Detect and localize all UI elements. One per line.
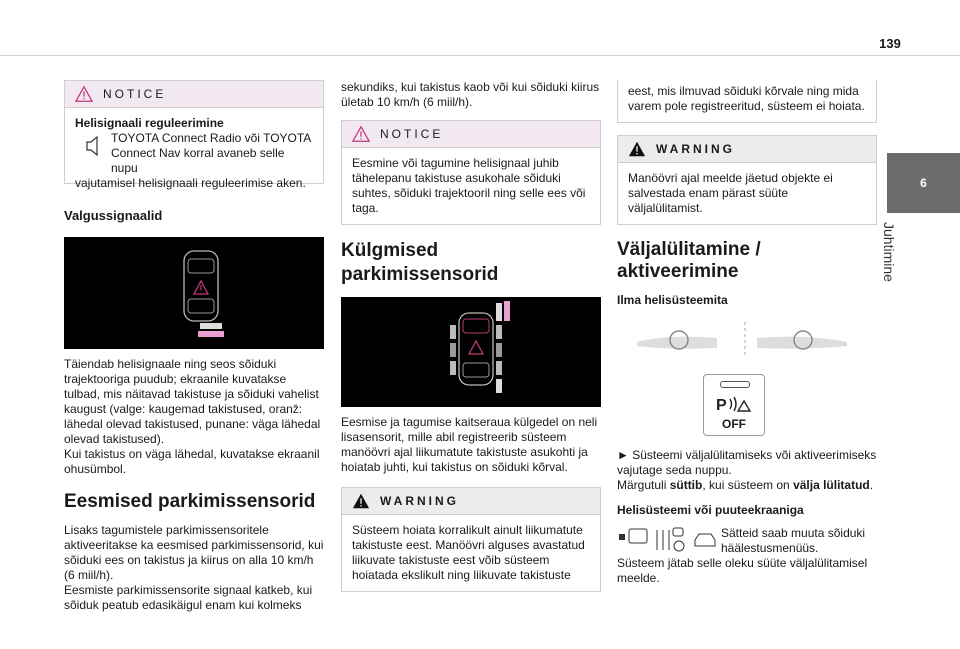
subheading-with-audio: Helisüsteemi või puuteekraaniga <box>617 503 804 517</box>
paragraph-light-signals: Täiendab helisignaale ning seos sõiduki trajektooriga puudub; ekraanile kuvatakse tulbad, mis näitavad takistuse ja sõiduki vahelist kaugust (valge: kaugemad takistused, oranž: lähedal olevad takistused, punane: väga lähedal olevad takistused). <box>64 357 321 446</box>
off-label: OFF <box>722 417 746 431</box>
notice-box-direction <box>341 120 601 225</box>
text-settings-menu: Sätteid saab muuta sõiduki häälestusmenüüs. <box>721 526 866 555</box>
heading-side-sensors: Külgmised parkimissensorid <box>341 240 499 285</box>
parking-display-image <box>64 237 324 349</box>
settings-icon-row <box>617 526 877 556</box>
warning-box-moving-obstacles <box>341 487 601 592</box>
warning-triangle-icon <box>352 125 370 143</box>
car-top-view-icon <box>64 237 324 349</box>
column-3 <box>617 80 877 586</box>
side-sensors-image <box>341 297 601 407</box>
chapter-tab: 6 <box>887 153 960 213</box>
warning-title: WARNING <box>656 141 735 156</box>
section-title-light-signals: Valgussignaalid <box>64 208 163 223</box>
notice-header <box>65 81 323 108</box>
notice-title: NOTICE <box>380 126 444 141</box>
paragraph-front-sensors-1: Lisaks tagumistele parkimissensoritele aktiveeritakse ka eesmised parkimissensorid, kui sõiduki ees on takistus ja kiirus on alla 10 km/h (6 miil/h). <box>64 523 324 582</box>
dashboard-location-icon <box>617 320 877 360</box>
warning-triangle-icon <box>352 492 370 510</box>
button-indicator-light <box>720 381 750 388</box>
notice-title: NOTICE <box>103 86 167 101</box>
notice-icon-row <box>75 131 313 176</box>
column-1 <box>64 80 324 613</box>
subheading-without-audio: Ilma helisüsteemita <box>617 293 728 307</box>
paragraph-side-sensors: Eesmise ja tagumise kaitseraua külgedel on neli lisasensorit, mille abil registreerib süsteem manöövri ajal liikumatute takistuste asukohti ja hoiatab juhti, kui takistus on sõiduki kõrval. <box>341 415 598 474</box>
notice-text-indent: TOYOTA Connect Radio või TOYOTA Connect Nav korral avaneb selle nupu <box>111 131 311 175</box>
paragraph-front-sensors-2: Eesmiste parkimissensorite signaal katkeb, kui sõiduk peatub edasikäigul enam kui kolmeks <box>64 583 313 612</box>
svg-text:P: P <box>716 397 727 414</box>
notice-heading: Helisignaali reguleerimine <box>75 116 224 130</box>
paragraph-continued: sekundiks, kui takistus kaob või kui sõiduki kiirus ületab 10 km/h (6 miil/h). <box>341 80 600 109</box>
notice-header <box>342 121 600 148</box>
warning-text: Süsteem hoiata korralikult ainult liikumatute takistuste eest. Manöövri alguses avastatud liikuvate takistuste eest võib süsteem hoiatada ekslikult ning liikuvate takistuste <box>352 523 585 582</box>
settings-menu-icons <box>617 526 721 554</box>
car-side-sensors-icon <box>341 297 601 407</box>
text-press-button: ► Süsteemi väljalülitamiseks või aktiveerimiseks vajutage seda nuppu. <box>617 448 877 477</box>
warning-box-memory <box>617 135 877 225</box>
text-indicator: Märgutuli süttib, kui süsteem on välja lülitatud. <box>617 478 874 492</box>
parking-sensor-icon <box>714 393 754 415</box>
warning-title: WARNING <box>380 493 459 508</box>
header-rule <box>0 55 960 56</box>
column-2 <box>341 80 601 592</box>
notice-text: Eesmine või tagumine helisignaal juhib tähelepanu takistuse asukohale sõiduki suhtes, sõiduki trajektooril ning selle ees või taga. <box>352 156 586 215</box>
warning-header <box>342 488 600 515</box>
chapter-title-vertical: Juhtimine <box>881 222 897 282</box>
warning-triangle-icon <box>75 85 93 103</box>
page-number: 139 <box>879 36 901 51</box>
warning-continued-text: eest, mis ilmuvad sõiduki kõrvale ning mida varem pole registreeritud, süsteem ei hoiata. <box>628 84 865 113</box>
heading-deactivation: Väljalülitamine / aktiveerimine <box>617 239 761 282</box>
text-remember-state: Süsteem jätab selle oleku süüte väljalülitamisel meelde. <box>617 556 868 585</box>
warning-text: Manöövri ajal meelde jäetud objekte ei salvestada enam pärast süüte väljalülitamist. <box>628 171 833 215</box>
paragraph-hazard-symbol: Kui takistus on väga lähedal, kuvatakse ekraanil ohusümbol. <box>64 447 320 476</box>
notice-text-rest: vajutamisel helisignaali reguleerimise aken. <box>75 176 306 190</box>
park-assist-off-button[interactable] <box>703 374 765 436</box>
warning-box-continued <box>617 80 877 123</box>
notice-box-horn <box>64 80 324 190</box>
heading-front-sensors: Eesmised parkimissensorid <box>64 491 316 512</box>
warning-header <box>618 136 876 163</box>
warning-triangle-icon <box>628 140 646 158</box>
speaker-icon <box>75 131 111 161</box>
